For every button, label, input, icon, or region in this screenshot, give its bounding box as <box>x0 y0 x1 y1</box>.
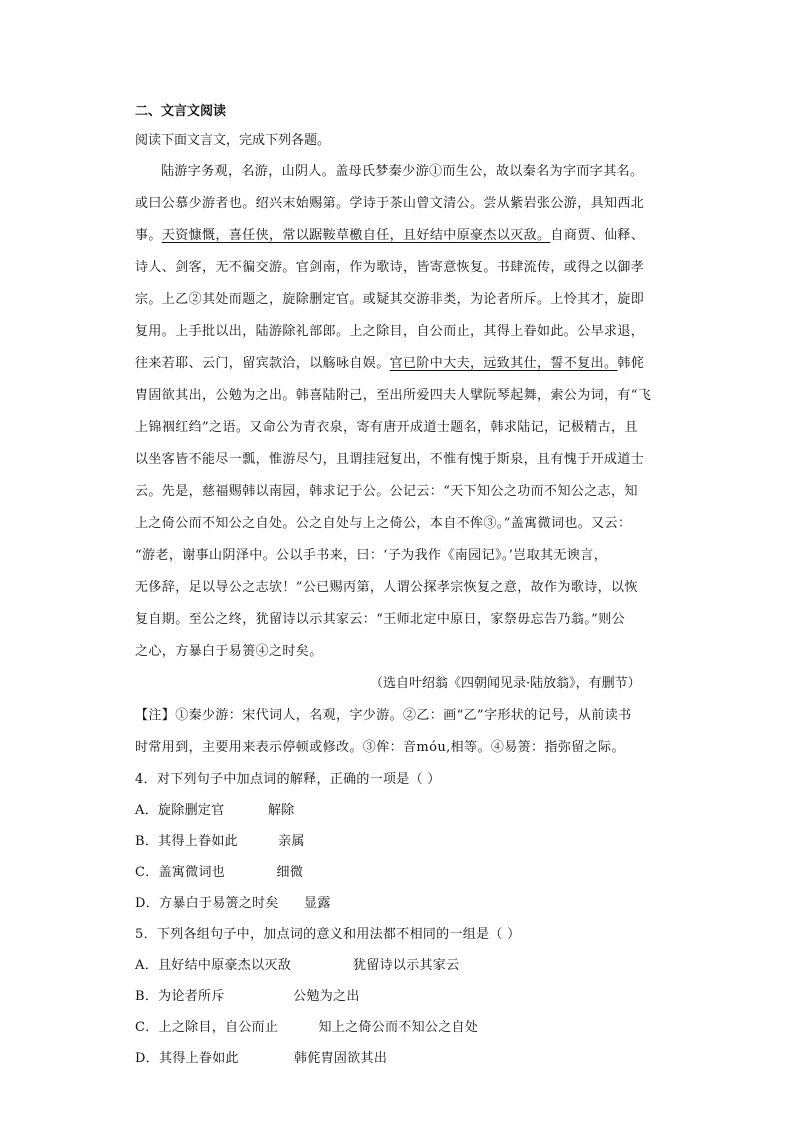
option-c[interactable] <box>135 1020 478 1036</box>
option-sentence: 旋除删定官 <box>158 803 225 818</box>
option-sentence: 其得上眷如此 <box>158 834 238 849</box>
option-gloss: 解除 <box>268 803 295 818</box>
passage-line <box>135 228 660 244</box>
note-line: 【注】①秦少游：宋代词人，名观，字少游。②乙：画“乙”字形状的记号，从前读书 <box>135 708 632 723</box>
option-sentence-b: 知上之倚公而不知公之自处 <box>318 1020 479 1035</box>
passage-line: 或曰公慕少游者也。绍兴末始赐第。学诗于茶山曾文清公。尝从紫岩张公游，具知西北 <box>135 196 645 211</box>
passage-line: 复自期。至公之终，犹留诗以示其家云：“王师北定中原日，家祭毋忘告乃翁。”则公 <box>135 612 625 627</box>
option-sentence: 盖寓微词也 <box>158 865 226 880</box>
option-sentence-b: 韩侂胄固欲其出 <box>294 1051 388 1066</box>
option-c[interactable] <box>135 865 303 881</box>
option-b[interactable] <box>135 834 305 850</box>
section-title: 二、文言文阅读 <box>135 104 227 119</box>
passage-line: 胄固欲其出，公勉为之出。韩喜陆附己，至出所爱四夫人擘阮琴起舞，索公为词，有“飞 <box>135 388 652 403</box>
option-letter: D． <box>135 1051 160 1066</box>
passage-line: 无侈辞，足以导公之志欤！”公已赐丙第，人谓公探孝宗恢复之意，故作为歌诗，以恢 <box>135 580 638 595</box>
passage-line: “游老，谢事山阴泽中。公以手书来，曰：‘子为我作《南园记》。’岂取其无谀言， <box>135 548 608 563</box>
option-letter: A． <box>135 803 158 818</box>
option-sentence-a: 其得上眷如此 <box>159 1051 239 1066</box>
option-letter: B． <box>135 834 159 849</box>
option-sentence-b: 公勉为之出 <box>293 989 360 1004</box>
option-letter: D． <box>135 896 160 911</box>
option-sentence-a: 为论者所斥 <box>158 989 225 1004</box>
option-letter: B． <box>135 989 159 1004</box>
option-d[interactable] <box>135 1051 387 1067</box>
passage-text: 自商贾、仙释、 <box>550 228 645 243</box>
passage-text: 事。 <box>135 228 162 243</box>
option-d[interactable] <box>135 896 331 912</box>
option-sentence-a: 上之除目，自公而止 <box>158 1020 279 1035</box>
option-sentence-a: 且好结中原豪杰以灭敌 <box>158 958 292 973</box>
passage-line: 上之倚公而不知公之自处。公之自处与上之倚公，本自不侔③。”盖寓微词也。又云： <box>135 516 632 531</box>
passage-line: 以坐客皆不能尽一瓢，惟游尽勺，且谓挂冠复出，不惟有愧于斯泉，且有愧于开成道士 <box>135 452 645 467</box>
option-letter: C． <box>135 865 159 880</box>
passage-line: 上锦裀红绉”之语。又命公为青衣泉，寄有唐开成道士题名，韩求陆记，记极精古，且 <box>135 420 638 435</box>
option-letter: A． <box>135 958 158 973</box>
passage-text: 往来若耶、云门，留宾款洽，以觞咏自娱。 <box>135 356 390 371</box>
option-gloss: 显露 <box>304 896 331 911</box>
passage-line: 诗人、剑客，无不徧交游。官剑南，作为歌诗，皆寄意恢复。书肆流传，或得之以御孝 <box>135 260 645 275</box>
passage-text: 韩侂 <box>617 356 645 371</box>
option-sentence: 方暴白于易箦之时矣 <box>159 896 279 911</box>
passage-line: 复用。上手批以出，陆游除礼部郎。上之除目，自公而止，其得上眷如此。公早求退， <box>135 324 645 339</box>
note-line: 时常用到，主要用来表示停顿或修改。③侔：音móu,相等。④易箦：指弥留之际。 <box>135 740 625 755</box>
passage-line: 之心，方暴白于易箦④之时矣。 <box>135 644 323 659</box>
underlined-sentence: 官已阶中大夫，远致其仕，誓不复出。 <box>389 356 618 371</box>
question-stem: 4．对下列句子中加点词的解释，正确的一项是（ ） <box>135 772 441 787</box>
passage-line: 云。先是，慈福赐韩以南园，韩求记于公。公记云：“天下知公之功而不知公之志，知 <box>135 484 638 499</box>
passage-line: 陆游字务观，名游，山阴人。盖母氏梦秦少游①而生公，故以秦名为字而字其名。 <box>161 164 644 179</box>
option-a[interactable] <box>135 958 459 974</box>
option-sentence-b: 犹留诗以示其家云 <box>353 958 460 973</box>
option-letter: C． <box>135 1020 159 1035</box>
question-stem: 5．下列各组句子中，加点词的意义和用法都不相同的一组是（ ） <box>135 927 521 942</box>
passage-line: 宗。上乙②其处而题之，旋除删定官。或疑其交游非类，为论者所斥。上怜其才，旋即 <box>135 292 645 307</box>
option-gloss: 亲属 <box>278 834 305 849</box>
option-gloss: 细微 <box>276 865 304 880</box>
passage-line <box>135 356 660 372</box>
option-a[interactable] <box>135 803 295 819</box>
option-b[interactable] <box>135 989 360 1005</box>
source-citation: （选自叶绍翁《四朝闻见录·陆放翁》，有删节） <box>370 676 641 691</box>
underlined-sentence: 天资慷慨，喜任侠，常以踞鞍草檄自任，且好结中原豪杰以灭敌。 <box>161 228 551 243</box>
instruction-text: 阅读下面文言文，完成下列各题。 <box>135 133 331 148</box>
